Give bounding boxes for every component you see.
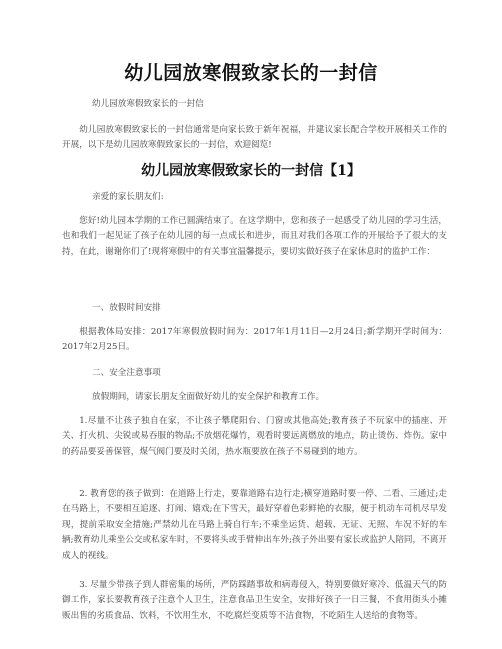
safety-item-2: 2. 教育您的孩子做到：在道路上行走，要靠道路右边行走;横穿道路时要一停、二看、三通过;走在马路上，不要相互追逐、打闹、嬉戏;在下雪天，最好穿着色彩鲜艳的衣服，便于机动车司机尽早发现，提前采取安全措施;严禁幼儿在马路上骑自行车;不乘坐运货、超载、无证、无照、车况不好的车辆;教育幼儿乘坐公交或私家车时，不要将头或手臂伸出车外;孩子外出要有家长或监护人陪同，不离开成人的视线。 <box>62 489 447 561</box>
paragraph-schedule: 根据教体局安排：2017年寒假放假时间为：2017年1月11日—2月24日;新学期开学时间为：2017年2月25日。 <box>62 327 447 353</box>
heading-safety: 二、安全注意事项 <box>92 368 161 378</box>
paragraph-1: 您好!幼儿园本学期的工作已圆满结束了。在这学期中，您和孩子一起感受了幼儿园的学习生活，也和我们一起见证了孩子在幼儿园的每一点成长和进步，而且对我们各项工作的开展给予了很大的支持，在此，谢谢你们了!现将寒假中的有关事宜温馨提示，要切实做好孩子在家休息时的监护工作： <box>62 216 447 257</box>
heading-schedule: 一、放假时间安排 <box>92 303 161 313</box>
document-subtitle: 幼儿园放寒假致家长的一封信 <box>92 99 204 109</box>
paragraph-safety-intro: 放假期间，请家长朋友全面做好幼儿的安全保护和教育工作。 <box>92 392 325 402</box>
document-title: 幼儿园放寒假致家长的一封信 <box>124 62 378 84</box>
greeting: 亲爱的家长朋友们: <box>92 192 164 202</box>
section-title: 幼儿园放寒假致家长的一封信【1】 <box>141 163 361 179</box>
intro-paragraph: 幼儿园放寒假致家长的一封信通常是向家长致于新年祝福，并建议家长配合学校开展相关工作的开展，以下是幼儿园放寒假致家长的一封信，欢迎阅览! <box>62 125 447 151</box>
safety-item-1: 1.尽量不让孩子独自在家，不让孩子攀爬阳台、门窗或其他高处;教育孩子不玩家中的插座、开关、打火机、尖锐或易吞服的物品;不放烟花爆竹，观看时要远离燃放的地点，防止烫伤、炸伤。家中的药品要妥善保管，煤气阀门要及时关闭，热水瓶要放在孩子不易碰到的地方。 <box>62 416 447 457</box>
safety-item-3: 3. 尽量少带孩子到人群密集的场所，严防踩踏事故和病毒侵入，特别要做好寒冷、低温天气的防御工作，家长要教育孩子注意个人卫生，注意食品卫生安全，安排好孩子一日三餐，不食用街头小摊贩出售的劣质食品、饮料，不饮用生水，不吃腐烂变质等不洁食物，不吃陌生人送给的食物等。 <box>62 580 447 621</box>
